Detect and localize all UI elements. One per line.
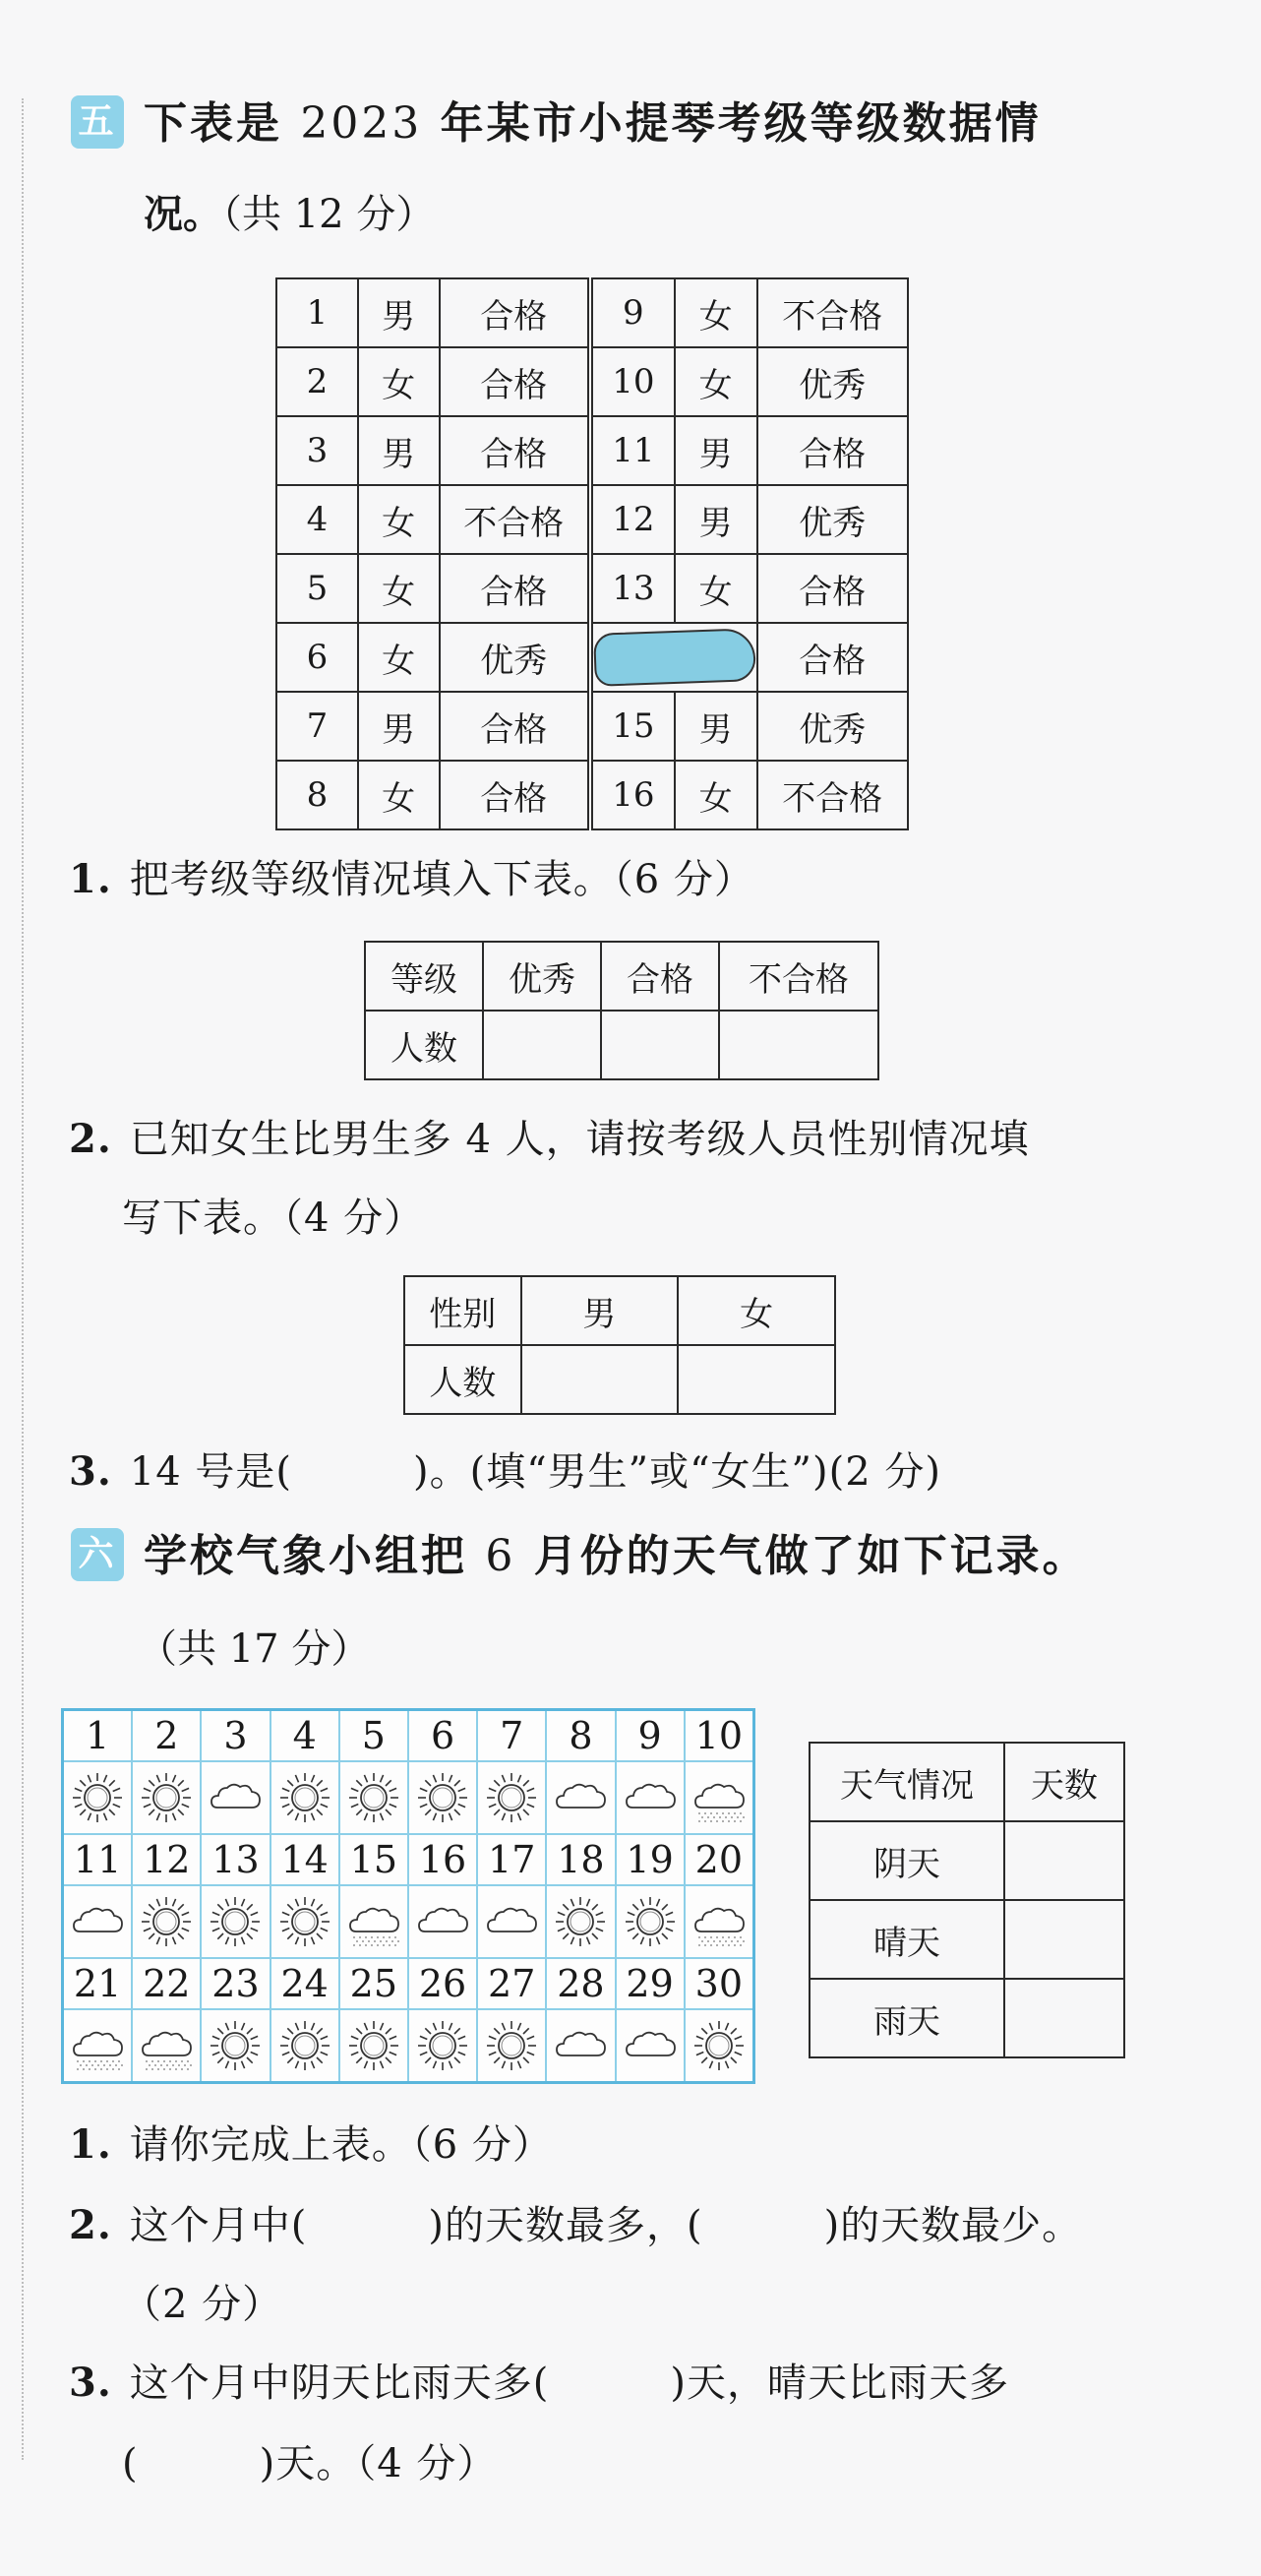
calendar-day-row <box>63 1958 754 2009</box>
student-number-cell: 5 <box>276 554 358 623</box>
student-sex-cell: 女 <box>675 761 757 829</box>
calendar-day-number: 4 <box>270 1710 339 1762</box>
grade-count-row-label: 人数 <box>365 1011 483 1079</box>
calendar-day-number: 20 <box>685 1834 754 1885</box>
student-number-cell: 2 <box>276 347 358 416</box>
answer-cell-rainy-days[interactable] <box>1004 1979 1124 2057</box>
weather-count-row <box>810 1979 1124 2057</box>
gender-count-answer-row <box>404 1345 835 1414</box>
rainy-icon <box>685 1761 754 1834</box>
student-number-cell: 9 <box>590 278 675 347</box>
ink-blot-obscured-cell <box>590 623 757 692</box>
s5-question-1 <box>69 854 754 905</box>
section6-title-pre: 学校气象小组把 <box>144 1531 467 1581</box>
rainy-icon <box>63 2009 133 2083</box>
section6-points: （共 17 分） <box>138 1626 371 1672</box>
calendar-day-number: 14 <box>270 1834 339 1885</box>
sunny-icon <box>270 1885 339 1958</box>
calendar-day-number: 6 <box>408 1710 477 1762</box>
sunny-icon <box>339 2009 408 2083</box>
calendar-day-number: 18 <box>546 1834 615 1885</box>
calendar-weather-row <box>63 1761 754 1834</box>
student-sex-cell: 女 <box>358 347 440 416</box>
calendar-day-number: 1 <box>63 1710 133 1762</box>
calendar-day-number: 15 <box>339 1834 408 1885</box>
student-grade-cell: 合格 <box>440 416 590 485</box>
s6-question-2 <box>69 2200 1082 2251</box>
grade-data-table <box>275 277 909 830</box>
calendar-day-number: 10 <box>685 1710 754 1762</box>
student-grade-cell: 优秀 <box>757 347 908 416</box>
s5-q2-number: 2. <box>69 1116 112 1162</box>
student-number-cell: 12 <box>590 485 675 554</box>
cloudy-icon <box>616 2009 685 2083</box>
grade-count-header-row <box>365 942 878 1011</box>
answer-cell-fail[interactable] <box>719 1011 878 1079</box>
calendar-day-number: 12 <box>132 1834 201 1885</box>
grade-count-answer-row <box>365 1011 878 1079</box>
sunny-icon <box>685 2009 754 2083</box>
calendar-day-number: 7 <box>477 1710 546 1762</box>
student-sex-cell: 女 <box>675 278 757 347</box>
section5-title-post: 年某市小提琴考级等级数据情 <box>440 98 1042 149</box>
cloudy-icon <box>616 1761 685 1834</box>
answer-cell-male[interactable] <box>521 1345 679 1414</box>
sunny-icon <box>408 2009 477 2083</box>
gender-count-table <box>403 1275 836 1415</box>
student-grade-cell: 合格 <box>440 554 590 623</box>
grade-data-row <box>276 623 908 692</box>
grade-count-table <box>364 941 879 1080</box>
student-number-cell: 7 <box>276 692 358 761</box>
weather-count-label: 晴天 <box>810 1900 1004 1979</box>
student-grade-cell: 合格 <box>440 278 590 347</box>
gender-count-row-label: 人数 <box>404 1345 521 1414</box>
calendar-day-number: 2 <box>132 1710 201 1762</box>
weather-count-header-cell: 天数 <box>1004 1743 1124 1821</box>
calendar-day-number: 28 <box>546 1958 615 2009</box>
student-number-cell: 6 <box>276 623 358 692</box>
section5-title-pre: 下表是 <box>144 98 282 149</box>
calendar-day-number: 29 <box>616 1958 685 2009</box>
student-sex-cell: 女 <box>358 623 440 692</box>
student-grade-cell: 合格 <box>757 416 908 485</box>
s6-q1-number: 1. <box>69 2121 112 2168</box>
s6-q2-number: 2. <box>69 2202 112 2248</box>
calendar-day-number: 8 <box>546 1710 615 1762</box>
grade-data-row <box>276 278 908 347</box>
student-grade-cell: 优秀 <box>757 485 908 554</box>
section6-title-num: 6 <box>485 1531 516 1581</box>
weather-calendar <box>61 1708 755 2084</box>
student-grade-cell: 不合格 <box>440 485 590 554</box>
calendar-day-row <box>63 1710 754 1762</box>
cloudy-icon <box>63 1885 133 1958</box>
s5-q1-number: 1. <box>69 856 112 902</box>
student-sex-cell: 男 <box>675 485 757 554</box>
binding-margin-line <box>22 98 24 2460</box>
section5-points: （共 12 分） <box>222 192 436 237</box>
student-number-cell: 11 <box>590 416 675 485</box>
cloudy-icon <box>477 1885 546 1958</box>
calendar-day-number: 26 <box>408 1958 477 2009</box>
student-number-cell: 10 <box>590 347 675 416</box>
sunny-icon <box>201 1885 270 1958</box>
calendar-day-number: 11 <box>63 1834 133 1885</box>
answer-cell-excellent[interactable] <box>483 1011 601 1079</box>
sunny-icon <box>477 2009 546 2083</box>
calendar-day-number: 27 <box>477 1958 546 2009</box>
s5-question-3 <box>69 1446 941 1498</box>
s6-question-1 <box>69 2119 553 2171</box>
grade-count-header-cell: 优秀 <box>483 942 601 1011</box>
student-number-cell: 8 <box>276 761 358 829</box>
calendar-day-number: 25 <box>339 1958 408 2009</box>
student-number-cell: 3 <box>276 416 358 485</box>
s5-question-2 <box>69 1114 1030 1165</box>
s6-q3-line1[interactable]: 这个月中阴天比雨天多( )天，晴天比雨天多 <box>129 2361 1009 2406</box>
s5-q3-text[interactable]: 14 号是( )。(填“男生”或“女生”)(2 分) <box>129 1449 941 1495</box>
calendar-day-number: 9 <box>616 1710 685 1762</box>
rainy-icon <box>339 1885 408 1958</box>
section5-title-year: 2023 <box>300 98 423 149</box>
calendar-day-number: 23 <box>201 1958 270 2009</box>
sunny-icon <box>270 1761 339 1834</box>
sunny-icon <box>63 1761 133 1834</box>
answer-cell-pass[interactable] <box>601 1011 719 1079</box>
calendar-day-row <box>63 1834 754 1885</box>
section6-badge: 六 <box>71 1528 124 1581</box>
student-sex-cell: 女 <box>675 347 757 416</box>
answer-cell-cloudy-days[interactable] <box>1004 1821 1124 1900</box>
grade-count-header-cell: 不合格 <box>719 942 878 1011</box>
student-number-cell: 13 <box>590 554 675 623</box>
weather-count-label: 阴天 <box>810 1821 1004 1900</box>
calendar-weather-row <box>63 2009 754 2083</box>
sunny-icon <box>616 1885 685 1958</box>
rainy-icon <box>132 2009 201 2083</box>
grade-data-row <box>276 416 908 485</box>
grade-count-header-cell: 合格 <box>601 942 719 1011</box>
calendar-day-number: 24 <box>270 1958 339 2009</box>
student-number-cell: 15 <box>590 692 675 761</box>
section6-heading <box>71 1529 1089 1585</box>
weather-count-row <box>810 1821 1124 1900</box>
student-sex-cell: 女 <box>358 761 440 829</box>
student-grade-cell: 合格 <box>757 623 908 692</box>
answer-cell-female[interactable] <box>678 1345 835 1414</box>
rainy-icon <box>685 1885 754 1958</box>
s6-q2-line1[interactable]: 这个月中( )的天数最多，( )的天数最少。 <box>129 2203 1083 2248</box>
s5-q3-number: 3. <box>69 1448 112 1495</box>
s6-question-3 <box>69 2358 1009 2409</box>
cloudy-icon <box>546 2009 615 2083</box>
s6-q1-text: 请你完成上表。（6 分） <box>129 2122 553 2168</box>
student-grade-cell: 合格 <box>440 761 590 829</box>
weather-count-header-row <box>810 1743 1124 1821</box>
calendar-day-number: 3 <box>201 1710 270 1762</box>
s5-q2-line2: 写下表。（4 分） <box>122 1196 425 1241</box>
gender-count-header-cell: 男 <box>521 1276 679 1345</box>
student-grade-cell: 优秀 <box>757 692 908 761</box>
sunny-icon <box>270 2009 339 2083</box>
calendar-day-number: 16 <box>408 1834 477 1885</box>
sunny-icon <box>132 1885 201 1958</box>
sunny-icon <box>408 1761 477 1834</box>
section5-title-line2: 况。 <box>144 192 222 237</box>
grade-count-header-cell: 等级 <box>365 942 483 1011</box>
calendar-day-number: 19 <box>616 1834 685 1885</box>
grade-data-row <box>276 692 908 761</box>
student-sex-cell: 男 <box>675 416 757 485</box>
student-sex-cell: 男 <box>358 416 440 485</box>
calendar-day-number: 22 <box>132 1958 201 2009</box>
sunny-icon <box>477 1761 546 1834</box>
s6-q3-line2[interactable]: ( )天。（4 分） <box>122 2441 498 2486</box>
student-grade-cell: 合格 <box>757 554 908 623</box>
calendar-day-number: 5 <box>339 1710 408 1762</box>
answer-cell-sunny-days[interactable] <box>1004 1900 1124 1979</box>
student-sex-cell: 女 <box>675 554 757 623</box>
gender-count-header-row <box>404 1276 835 1345</box>
student-grade-cell: 不合格 <box>757 761 908 829</box>
weather-count-table <box>809 1742 1125 2058</box>
gender-count-header-cell: 性别 <box>404 1276 521 1345</box>
weather-count-header-cell: 天气情况 <box>810 1743 1004 1821</box>
sunny-icon <box>132 1761 201 1834</box>
weather-count-label: 雨天 <box>810 1979 1004 2057</box>
student-grade-cell: 优秀 <box>440 623 590 692</box>
student-number-cell: 16 <box>590 761 675 829</box>
s5-q2-line1: 已知女生比男生多 4 人，请按考级人员性别情况填 <box>129 1117 1030 1162</box>
calendar-day-number: 30 <box>685 1958 754 2009</box>
student-grade-cell: 合格 <box>440 692 590 761</box>
section5-subline <box>144 189 435 240</box>
sunny-icon <box>339 1761 408 1834</box>
calendar-day-number: 13 <box>201 1834 270 1885</box>
student-number-cell: 1 <box>276 278 358 347</box>
student-grade-cell: 合格 <box>440 347 590 416</box>
calendar-weather-row <box>63 1885 754 1958</box>
section6-title-post: 月份的天气做了如下记录。 <box>533 1531 1089 1581</box>
s5-q1-text: 把考级等级情况填入下表。（6 分） <box>129 857 754 902</box>
student-sex-cell: 女 <box>358 485 440 554</box>
section5-badge: 五 <box>71 95 124 149</box>
gender-count-header-cell: 女 <box>678 1276 835 1345</box>
section5-heading <box>71 96 1042 153</box>
grade-data-row <box>276 761 908 829</box>
student-sex-cell: 男 <box>675 692 757 761</box>
calendar-day-number: 17 <box>477 1834 546 1885</box>
cloudy-icon <box>201 1761 270 1834</box>
cloudy-icon <box>408 1885 477 1958</box>
student-number-cell: 4 <box>276 485 358 554</box>
grade-data-row <box>276 347 908 416</box>
ink-blot <box>593 628 756 687</box>
student-grade-cell: 不合格 <box>757 278 908 347</box>
sunny-icon <box>546 1885 615 1958</box>
weather-count-row <box>810 1900 1124 1979</box>
grade-data-row <box>276 485 908 554</box>
student-sex-cell: 男 <box>358 278 440 347</box>
student-sex-cell: 女 <box>358 554 440 623</box>
student-sex-cell: 男 <box>358 692 440 761</box>
s6-q3-number: 3. <box>69 2360 112 2406</box>
cloudy-icon <box>546 1761 615 1834</box>
grade-data-row <box>276 554 908 623</box>
s6-q2-line2: （2 分） <box>122 2282 283 2327</box>
sunny-icon <box>201 2009 270 2083</box>
calendar-day-number: 21 <box>63 1958 133 2009</box>
